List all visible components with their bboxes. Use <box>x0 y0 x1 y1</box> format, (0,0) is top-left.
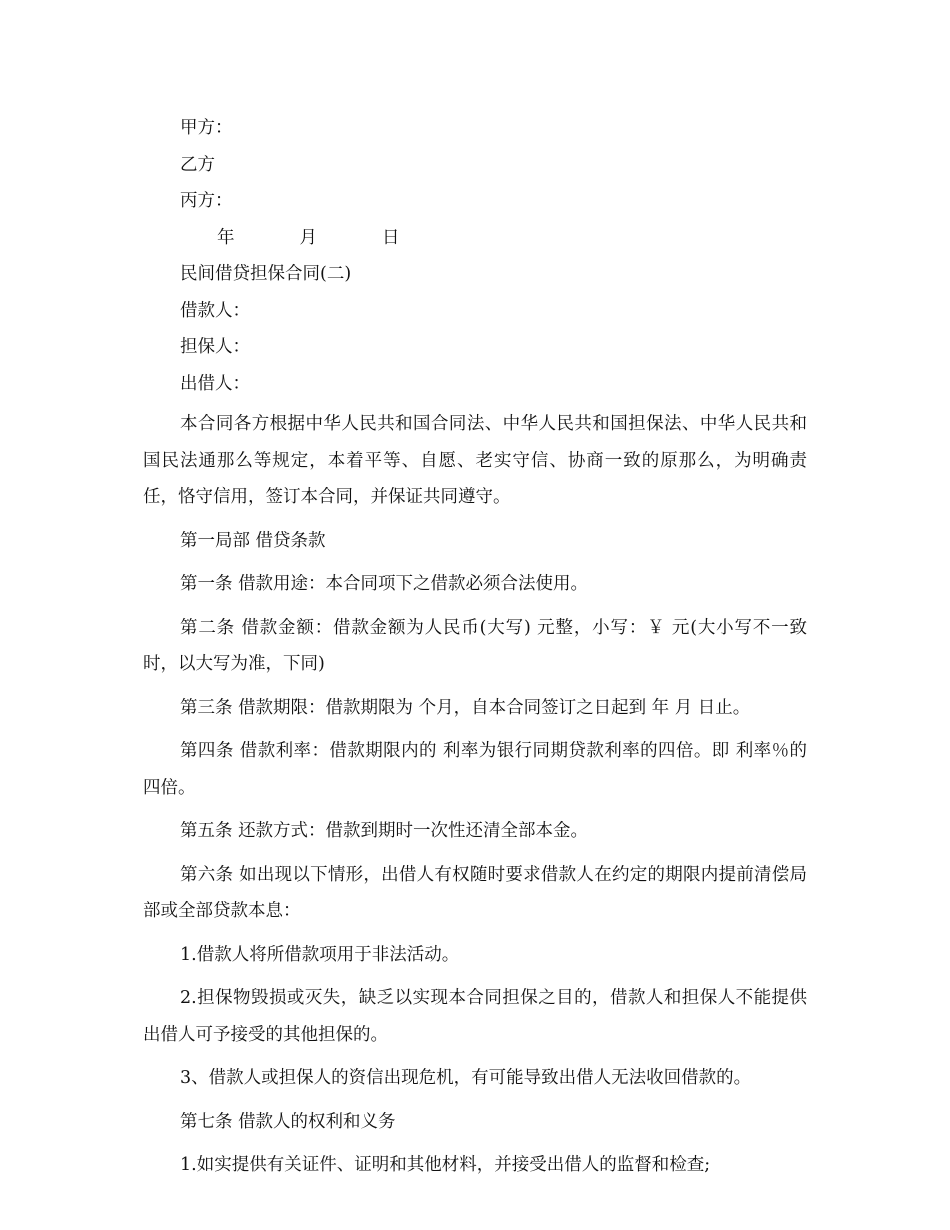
borrower-label: 借款人： <box>180 300 250 321</box>
date-month: 月 <box>299 227 317 248</box>
article-2: 第二条 借款金额：借款金额为人民币(大写) 元整，小写：￥ 元(大小写不一致时，以大写为准，下同) <box>143 617 807 674</box>
part-one-heading: 第一局部 借贷条款 <box>180 530 326 551</box>
article-3: 第三条 借款期限：借款期限为 个月，自本合同签订之日起到 年 月 日止。 <box>180 697 751 718</box>
article-6-item-1: 1.借款人将所借款项用于非法活动。 <box>180 944 460 965</box>
party-c-signature: 丙方： <box>180 191 233 211</box>
party-b-signature: 乙方 <box>180 154 215 175</box>
lender-label: 出借人： <box>180 373 250 394</box>
article-6-item-3: 3、借款人或担保人的资信出现危机，有可能导致出借人无法收回借款的。 <box>180 1068 752 1088</box>
article-7-item-1: 1.如实提供有关证件、证明和其他材料，并接受出借人的监督和检查; <box>180 1155 711 1175</box>
date-day: 日 <box>382 227 400 248</box>
contract-title: 民间借贷担保合同(二) <box>180 264 352 284</box>
party-a-signature: 甲方： <box>180 118 233 138</box>
article-6-item-2: 2.担保物毁损或灭失，缺乏以实现本合同担保之目的，借款人和担保人不能提供出借人可予接受的其他担保的。 <box>143 988 807 1045</box>
preamble: 本合同各方根据中华人民共和国合同法、中华人民共和国担保法、中华人民共和国民法通那么等规定，本着平等、自愿、老实守信、协商一致的原那么，为明确责任，恪守信用，签订本合同，并保证共同遵守。 <box>143 414 807 507</box>
article-6: 第六条 如出现以下情形，出借人有权随时要求借款人在约定的期限内提前清偿局部或全部贷款本息： <box>143 864 807 921</box>
article-1: 第一条 借款用途：本合同项下之借款必须合法使用。 <box>180 574 589 594</box>
document-body <box>143 114 807 1191</box>
article-5: 第五条 还款方式：借款到期时一次性还清全部本金。 <box>180 821 589 841</box>
article-7-heading: 第七条 借款人的权利和义务 <box>180 1111 396 1132</box>
signature-date <box>143 224 807 252</box>
date-year: 年 <box>217 227 235 248</box>
article-4: 第四条 借款利率：借款期限内的 利率为银行同期贷款利率的四倍。即 利率％的四倍。 <box>143 741 807 798</box>
guarantor-label: 担保人： <box>180 337 250 357</box>
